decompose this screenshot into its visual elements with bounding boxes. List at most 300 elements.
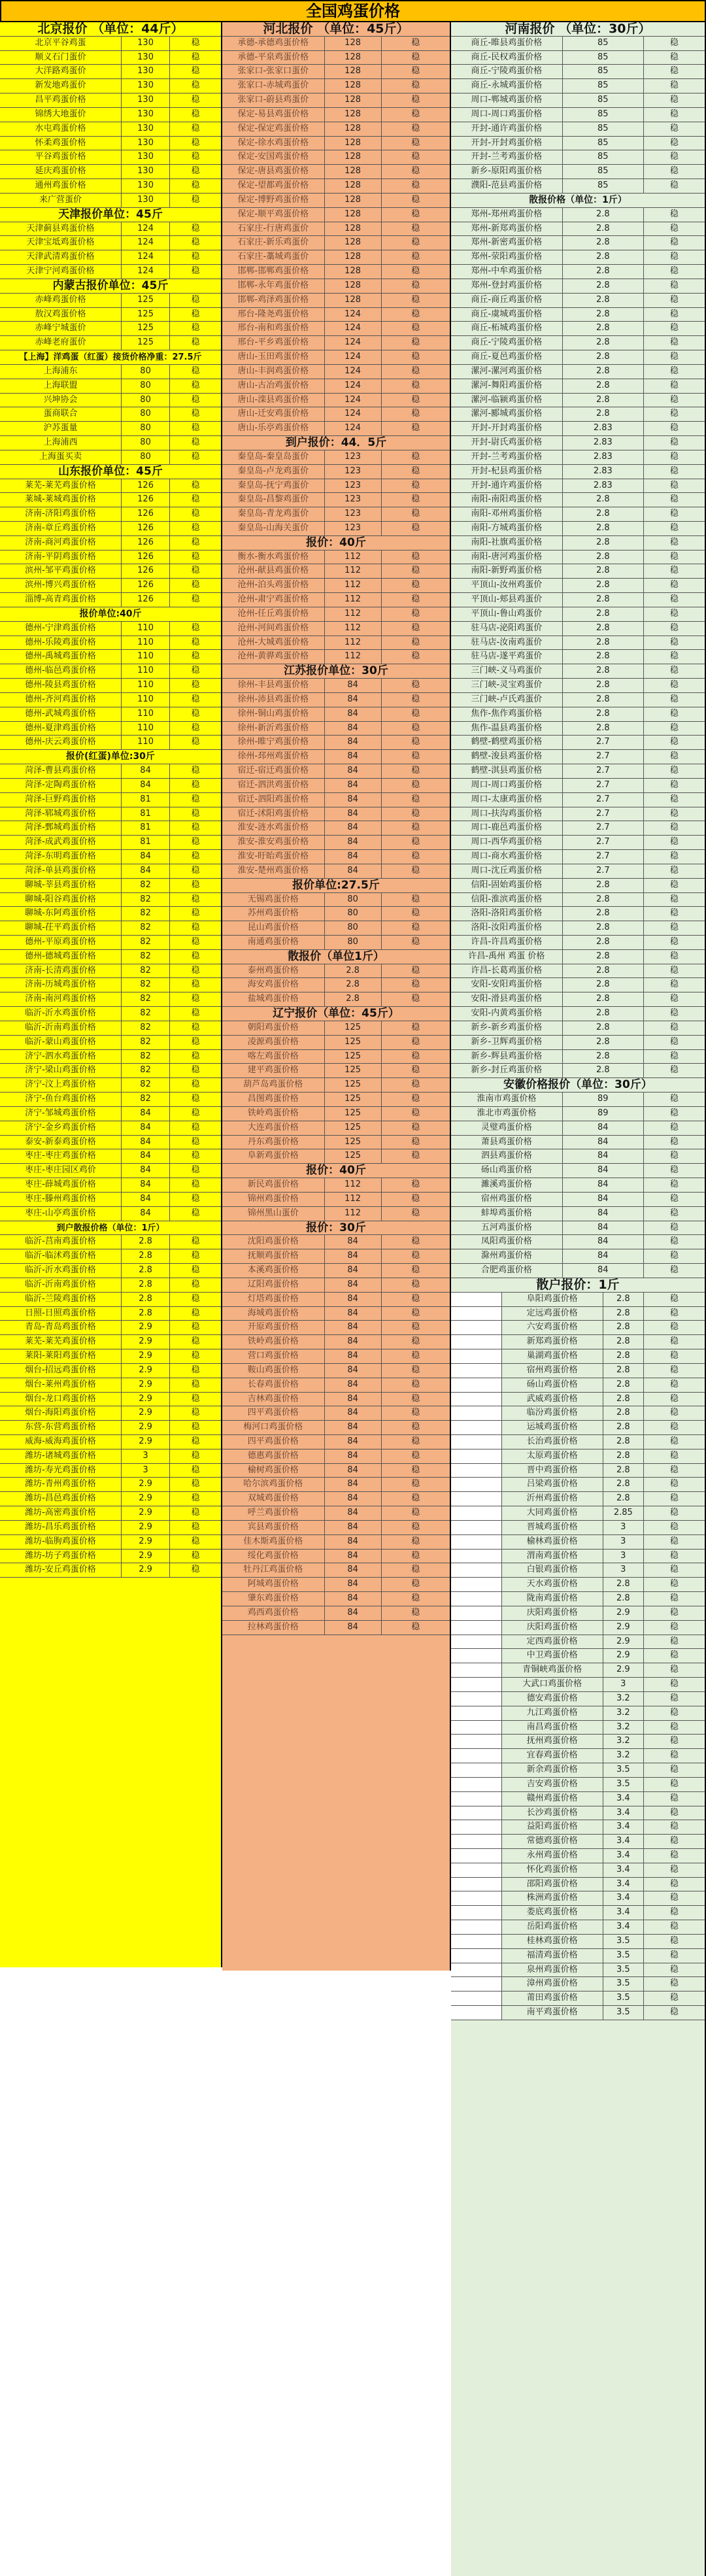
price-cell: 128 (325, 37, 382, 50)
trend-cell: 稳 (191, 537, 200, 547)
price-cell: 110 (122, 664, 170, 678)
location-cell: 漯河-郾城鸡蛋价格 (451, 407, 563, 421)
location-cell: 漯河-漯河鸡蛋价格 (451, 365, 563, 379)
location-cell: 聊城-东阿鸡蛋价格 (0, 907, 122, 921)
location-cell: 泉州鸡蛋价格 (502, 1963, 603, 1977)
trend-cell: 稳 (669, 323, 679, 333)
price-row (0, 1021, 221, 1036)
location-cell: 淮安-楚州鸡蛋价格 (222, 864, 325, 878)
price-cell: 89 (563, 1093, 644, 1106)
price-column-north (0, 22, 222, 1967)
blank-cell (451, 1692, 502, 1706)
price-cell: 2.9 (122, 1563, 170, 1577)
price-row (222, 593, 450, 607)
location-cell: 潍坊-临朐鸡蛋价格 (0, 1535, 122, 1549)
price-cell: 84 (563, 1235, 644, 1249)
price-row (0, 1036, 221, 1050)
price-row (222, 1578, 450, 1592)
trend-cell: 稳 (669, 794, 679, 804)
price-row (222, 108, 450, 122)
price-cell: 3.4 (603, 1906, 644, 1920)
price-row (0, 365, 221, 379)
trend-cell: 稳 (669, 123, 679, 133)
trend-cell: 稳 (411, 266, 420, 277)
location-cell: 砀山鸡蛋价格 (451, 1164, 563, 1178)
price-cell: 3.4 (603, 1849, 644, 1863)
price-cell: 123 (325, 465, 382, 479)
price-row (0, 1164, 221, 1178)
price-cell: 128 (325, 108, 382, 122)
location-cell: 烟台-莱州鸡蛋价格 (0, 1378, 122, 1392)
location-cell: 德安鸡蛋价格 (502, 1692, 603, 1706)
price-cell: 2.9 (122, 1435, 170, 1449)
location-cell: 临沂-莒南鸡蛋价格 (0, 1235, 122, 1249)
price-row (0, 1464, 221, 1478)
price-row (451, 479, 705, 494)
trend-cell: 稳 (191, 494, 200, 505)
price-cell: 3.5 (603, 2006, 644, 2020)
price-row (222, 37, 450, 51)
blank-cell (451, 1464, 502, 1478)
location-cell: 石家庄-藁城鸡蛋价 (222, 250, 325, 264)
price-row (451, 1721, 705, 1735)
price-cell: 81 (122, 836, 170, 849)
location-cell: 宜春鸡蛋价格 (502, 1749, 603, 1763)
trend-cell: 稳 (411, 1493, 420, 1504)
trend-cell: 稳 (191, 1022, 200, 1032)
location-cell: 鹤壁-鹤壁鸡蛋价格 (451, 736, 563, 749)
price-row (451, 978, 705, 992)
blank-cell (451, 1906, 502, 1920)
price-cell: 128 (325, 236, 382, 250)
price-row (0, 1121, 221, 1136)
trend-cell: 稳 (411, 1293, 420, 1304)
price-row (0, 322, 221, 336)
price-row (0, 807, 221, 822)
price-cell: 2.9 (603, 1606, 644, 1620)
section-header: 安徽价格报价（单位：30斤） (451, 1078, 705, 1093)
trend-cell: 稳 (669, 1593, 679, 1604)
price-row (451, 1393, 705, 1407)
price-row (0, 636, 221, 651)
trend-cell: 稳 (411, 1065, 420, 1076)
trend-cell: 稳 (669, 1479, 679, 1489)
location-cell: 淮南市鸡蛋价格 (451, 1093, 563, 1106)
trend-cell: 稳 (669, 1679, 679, 1689)
trend-cell: 稳 (191, 1351, 200, 1361)
trend-cell: 稳 (411, 1536, 420, 1546)
price-cell: 84 (325, 807, 382, 821)
price-cell: 110 (122, 650, 170, 664)
price-row (222, 265, 450, 279)
trend-cell: 稳 (191, 566, 200, 576)
location-cell: 六安鸡蛋价格 (502, 1321, 603, 1334)
trend-cell: 稳 (191, 994, 200, 1004)
price-row (0, 1321, 221, 1335)
location-cell: 庆阳鸡蛋价格 (502, 1621, 603, 1635)
location-cell: 昌平鸡蛋价格 (0, 93, 122, 107)
trend-cell: 稳 (669, 266, 679, 277)
price-row (451, 1136, 705, 1150)
price-row (451, 1307, 705, 1321)
price-row (0, 907, 221, 921)
trend-cell: 稳 (191, 779, 200, 790)
location-cell: 开封-开封鸡蛋价格 (451, 137, 563, 150)
trend-cell: 稳 (191, 1536, 200, 1546)
price-row (0, 864, 221, 879)
location-cell: 周口-沈丘鸡蛋价格 (451, 864, 563, 878)
trend-cell: 稳 (191, 1265, 200, 1276)
price-cell: 3.5 (603, 1949, 644, 1963)
price-cell: 84 (325, 1421, 382, 1434)
price-cell: 128 (325, 137, 382, 150)
location-cell: 天津宝坻鸡蛋价格 (0, 236, 122, 250)
trend-cell: 稳 (191, 937, 200, 947)
location-cell: 顺义石门蛋价 (0, 51, 122, 65)
trend-cell: 稳 (191, 337, 200, 348)
price-row (222, 1364, 450, 1378)
location-cell: 漯河-临颍鸡蛋价格 (451, 394, 563, 407)
price-row (0, 821, 221, 836)
price-cell: 125 (325, 1021, 382, 1035)
section-header: 报价：40斤 (222, 1164, 450, 1178)
location-cell: 济宁-金乡鸡蛋价格 (0, 1121, 122, 1135)
location-cell: 邢台-隆尧鸡蛋价格 (222, 308, 325, 322)
trend-cell: 稳 (411, 680, 420, 690)
price-row (222, 579, 450, 593)
location-cell: 唐山-迁安鸡蛋价格 (222, 407, 325, 421)
location-cell: 淮北市鸡蛋价格 (451, 1107, 563, 1121)
location-cell: 娄底鸡蛋价格 (502, 1906, 603, 1920)
price-row (451, 436, 705, 450)
price-row (451, 1763, 705, 1778)
location-cell: 潍坊-昌邑鸡蛋价格 (0, 1492, 122, 1506)
location-cell: 菏泽-东明鸡蛋价格 (0, 850, 122, 864)
price-row (451, 1064, 705, 1078)
location-cell: 威海-威海鸡蛋价格 (0, 1435, 122, 1449)
price-cell: 128 (325, 250, 382, 264)
price-column-henan (451, 22, 706, 2576)
trend-cell: 稳 (191, 951, 200, 961)
price-row (451, 1592, 705, 1606)
location-cell: 阜阳鸡蛋价格 (502, 1293, 603, 1306)
location-cell: 蛋商联合 (0, 407, 122, 421)
price-cell: 126 (122, 579, 170, 592)
price-cell: 2.9 (122, 1364, 170, 1378)
price-row (451, 1550, 705, 1564)
price-row (451, 1692, 705, 1706)
price-row (451, 992, 705, 1007)
trend-cell: 稳 (191, 451, 200, 462)
location-cell: 天津宁河鸡蛋价格 (0, 265, 122, 279)
trend-cell: 稳 (191, 1151, 200, 1161)
price-cell: 82 (122, 893, 170, 907)
location-cell: 淮安-盱眙鸡蛋价格 (222, 850, 325, 864)
location-cell: 吉林鸡蛋价格 (222, 1393, 325, 1406)
location-cell: 大连鸡蛋价格 (222, 1121, 325, 1135)
price-cell: 124 (325, 407, 382, 421)
price-row (451, 1492, 705, 1506)
trend-cell: 稳 (191, 95, 200, 105)
trend-cell: 稳 (411, 309, 420, 319)
location-cell: 上海浦西 (0, 436, 122, 450)
trend-cell: 稳 (669, 1607, 679, 1618)
price-cell: 82 (122, 964, 170, 978)
price-row (451, 607, 705, 622)
trend-cell: 稳 (669, 1807, 679, 1818)
trend-cell: 稳 (411, 1508, 420, 1518)
price-row (451, 1478, 705, 1492)
price-cell: 126 (122, 593, 170, 607)
location-cell: 吉安鸡蛋价格 (502, 1778, 603, 1791)
price-row (451, 208, 705, 222)
price-row (222, 936, 450, 950)
price-row (222, 93, 450, 108)
price-row (451, 736, 705, 750)
price-row (451, 308, 705, 322)
price-cell: 3 (603, 1563, 644, 1577)
trend-cell: 稳 (669, 1950, 679, 1960)
trend-cell: 稳 (191, 1193, 200, 1204)
trend-cell: 稳 (669, 1636, 679, 1646)
trend-cell: 稳 (411, 123, 420, 133)
price-cell: 84 (325, 1563, 382, 1577)
price-row (451, 850, 705, 864)
price-row (222, 236, 450, 250)
location-cell: 焦作-焦作鸡蛋价格 (451, 707, 563, 721)
trend-cell: 稳 (669, 1707, 679, 1718)
trend-cell: 稳 (411, 1565, 420, 1575)
price-row (0, 1249, 221, 1264)
trend-cell: 稳 (191, 879, 200, 890)
price-row (222, 793, 450, 807)
location-cell: 德州-夏津鸡蛋价格 (0, 722, 122, 736)
price-row (0, 93, 221, 108)
price-cell: 2.7 (563, 750, 644, 764)
price-row (222, 1050, 450, 1064)
trend-cell: 稳 (411, 1108, 420, 1118)
section-header: 到户报价：44．5斤 (222, 436, 450, 450)
price-row (451, 493, 705, 507)
price-cell: 2.8 (563, 250, 644, 264)
price-row (451, 1578, 705, 1592)
location-cell: 徐州-邳州鸡蛋价格 (222, 750, 325, 764)
blank-cell (451, 1763, 502, 1777)
price-cell: 3 (603, 1678, 644, 1691)
trend-cell: 稳 (411, 994, 420, 1004)
price-row (222, 1107, 450, 1121)
price-cell: 124 (122, 222, 170, 236)
price-row (451, 336, 705, 350)
price-cell: 128 (325, 93, 382, 107)
trend-cell: 稳 (411, 1236, 420, 1247)
price-row (222, 1464, 450, 1478)
location-cell: 青岛-青岛鸡蛋价格 (0, 1321, 122, 1334)
location-cell: 濮阳-范县鸡蛋价格 (451, 179, 563, 193)
trend-cell: 稳 (191, 1122, 200, 1132)
trend-cell: 稳 (669, 80, 679, 91)
location-cell: 徐州-铜山鸡蛋价格 (222, 707, 325, 721)
trend-cell: 稳 (191, 152, 200, 162)
location-cell: 衡水-衡水鸡蛋价格 (222, 551, 325, 564)
trend-cell: 稳 (669, 1765, 679, 1775)
trend-cell: 稳 (411, 66, 420, 76)
location-cell: 新乡-新乡鸡蛋价格 (451, 1021, 563, 1035)
price-row (0, 707, 221, 722)
price-row (451, 1349, 705, 1364)
location-cell: 商丘-睢县鸡蛋价格 (451, 37, 563, 50)
price-cell: 2.8 (563, 679, 644, 692)
price-cell: 2.9 (122, 1421, 170, 1434)
location-cell: 敖汉鸡蛋价格 (0, 308, 122, 322)
location-cell: 灵璧鸡蛋价格 (451, 1121, 563, 1135)
location-cell: 保定-易县鸡蛋价格 (222, 108, 325, 122)
price-row (222, 308, 450, 322)
location-cell: 周口-郸城鸡蛋价格 (451, 93, 563, 107)
price-cell: 130 (122, 93, 170, 107)
price-cell: 3.5 (603, 1778, 644, 1791)
price-cell: 2.8 (563, 893, 644, 907)
price-cell: 3 (122, 1449, 170, 1463)
price-row (222, 1121, 450, 1136)
location-cell: 临汾鸡蛋价格 (502, 1406, 603, 1420)
trend-cell: 稳 (669, 2007, 679, 2018)
trend-cell: 稳 (411, 323, 420, 333)
trend-cell: 稳 (669, 580, 679, 590)
price-cell: 128 (325, 79, 382, 93)
trend-cell: 稳 (191, 437, 200, 448)
trend-cell: 稳 (669, 352, 679, 362)
trend-cell: 稳 (669, 1136, 679, 1147)
price-row (451, 1149, 705, 1164)
price-row (451, 1663, 705, 1678)
price-cell: 125 (325, 1064, 382, 1077)
price-row (0, 1335, 221, 1349)
price-row (222, 1149, 450, 1164)
price-cell: 112 (325, 607, 382, 621)
trend-cell: 稳 (191, 1465, 200, 1475)
price-cell: 82 (122, 1007, 170, 1021)
location-cell: 济南-长清鸡蛋价格 (0, 964, 122, 978)
price-row (451, 1878, 705, 1892)
location-cell: 保定-望都鸡蛋价格 (222, 179, 325, 193)
price-cell: 123 (325, 450, 382, 464)
price-row (0, 1235, 221, 1249)
section-header: 散报价格（单位：1斤） (451, 194, 705, 208)
trend-cell: 稳 (411, 1408, 420, 1418)
price-row (222, 465, 450, 479)
price-row (451, 1991, 705, 2006)
location-cell: 保定-唐县鸡蛋价格 (222, 165, 325, 178)
price-cell: 2.8 (603, 1492, 644, 1506)
trend-cell: 稳 (411, 923, 420, 933)
trend-cell: 稳 (191, 822, 200, 833)
price-row (451, 1321, 705, 1335)
trend-cell: 稳 (669, 737, 679, 747)
trend-cell: 稳 (191, 622, 200, 633)
trend-cell: 稳 (411, 1621, 420, 1632)
price-cell: 125 (122, 308, 170, 322)
price-cell: 2.7 (563, 736, 644, 749)
price-cell: 2.8 (563, 536, 644, 550)
price-row (451, 1891, 705, 1906)
location-cell: 淮安-涟水鸡蛋价格 (222, 821, 325, 835)
trend-cell: 稳 (411, 637, 420, 647)
price-cell: 2.8 (563, 208, 644, 222)
location-cell: 邯郸-鸡泽鸡蛋价格 (222, 294, 325, 307)
price-cell: 84 (122, 864, 170, 878)
location-cell: 宿州鸡蛋价格 (451, 1193, 563, 1206)
price-cell: 85 (563, 122, 644, 136)
price-cell: 2.8 (563, 579, 644, 592)
location-cell: 宿州鸡蛋价格 (502, 1364, 603, 1378)
location-cell: 莆田鸡蛋价格 (502, 1991, 603, 2005)
location-cell: 秦皇岛-山海关蛋价 (222, 522, 325, 535)
price-row (0, 593, 221, 607)
price-cell: 80 (122, 407, 170, 421)
price-cell: 84 (325, 1364, 382, 1378)
price-row (0, 622, 221, 636)
location-cell: 开封-通许鸡蛋价格 (451, 122, 563, 136)
price-cell: 3.5 (603, 1935, 644, 1948)
location-cell: 秦皇岛-秦皇岛蛋价 (222, 450, 325, 464)
location-cell: 济南-南河鸡蛋价格 (0, 992, 122, 1006)
trend-cell: 稳 (191, 722, 200, 733)
price-row (0, 579, 221, 593)
price-row (0, 693, 221, 707)
price-row (222, 1393, 450, 1407)
price-cell: 84 (325, 693, 382, 707)
price-cell: 84 (325, 1307, 382, 1321)
price-cell: 123 (325, 493, 382, 507)
trend-cell: 稳 (669, 95, 679, 105)
trend-cell: 稳 (669, 1322, 679, 1332)
price-row (0, 664, 221, 679)
location-cell: 石家庄-新乐鸡蛋价 (222, 236, 325, 250)
price-cell: 84 (325, 779, 382, 792)
trend-cell: 稳 (669, 1436, 679, 1446)
location-cell: 昌图鸡蛋价格 (222, 1093, 325, 1106)
trend-cell: 稳 (669, 951, 679, 961)
price-cell: 2.9 (603, 1621, 644, 1635)
price-cell: 130 (122, 137, 170, 150)
price-row (222, 1521, 450, 1535)
price-cell: 2.7 (563, 864, 644, 878)
price-row (451, 1435, 705, 1449)
price-cell: 3 (603, 1535, 644, 1549)
price-cell: 84 (325, 1278, 382, 1292)
location-cell: 上海蛋买卖 (0, 450, 122, 464)
location-cell: 沧州-肃宁鸡蛋价格 (222, 593, 325, 607)
price-cell: 2.83 (563, 422, 644, 435)
location-cell: 沪苏蛋量 (0, 422, 122, 435)
location-cell: 聊城-茌平鸡蛋价格 (0, 921, 122, 935)
price-cell: 84 (325, 1335, 382, 1349)
blank-cell (451, 2006, 502, 2020)
trend-cell: 稳 (669, 822, 679, 833)
price-cell: 2.83 (563, 436, 644, 450)
price-row (451, 636, 705, 651)
trend-cell: 稳 (191, 1493, 200, 1504)
price-row (222, 1093, 450, 1107)
price-cell: 2.8 (325, 978, 382, 992)
location-cell: 开封-兰考鸡蛋价格 (451, 450, 563, 464)
price-cell: 130 (122, 51, 170, 65)
trend-cell: 稳 (411, 451, 420, 462)
location-cell: 南通鸡蛋价格 (222, 936, 325, 949)
trend-cell: 稳 (411, 1193, 420, 1204)
price-cell: 2.8 (563, 294, 644, 307)
